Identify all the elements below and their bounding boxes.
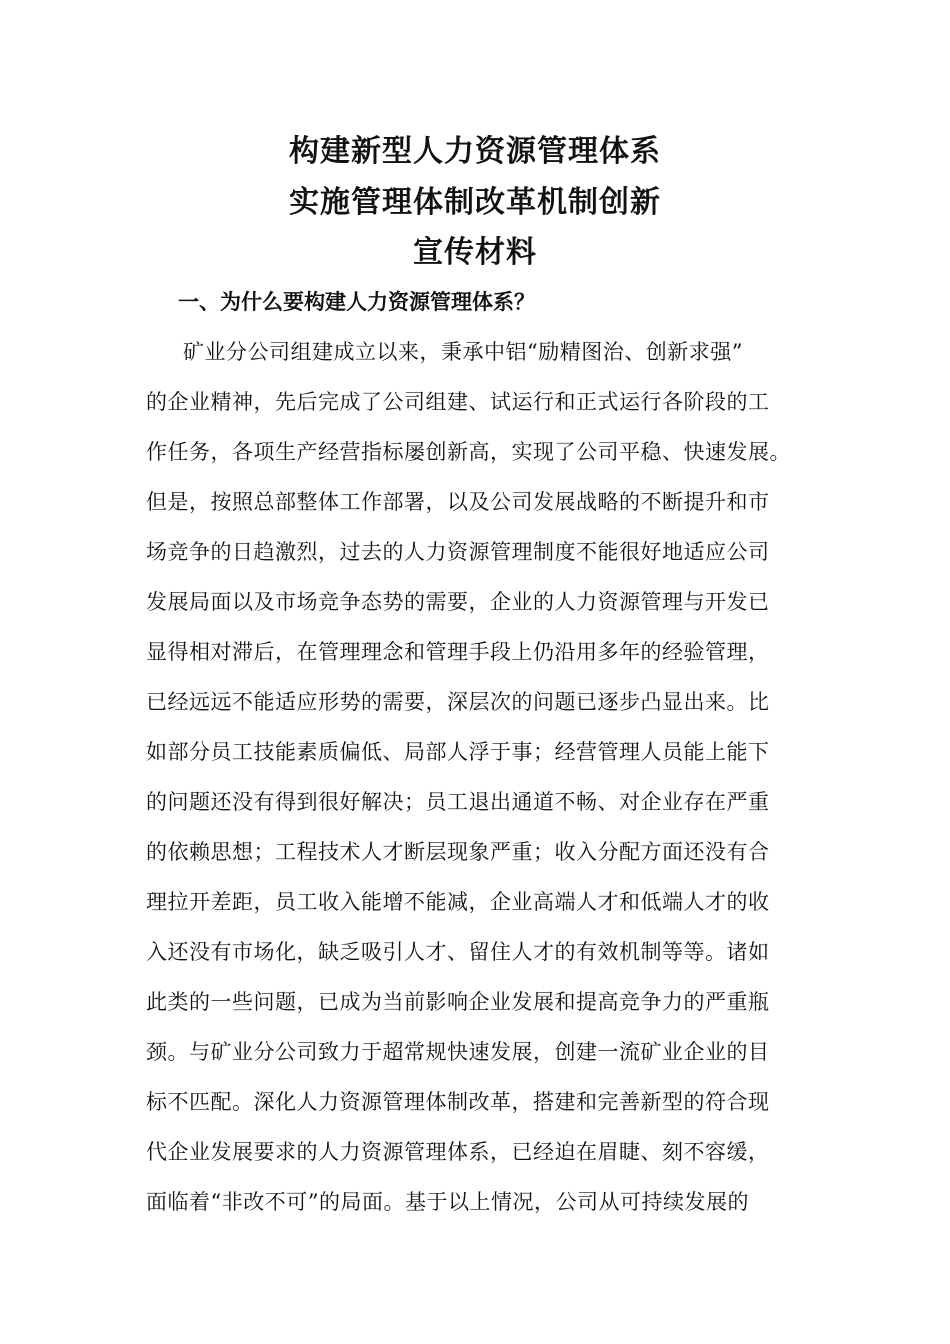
paragraph-line: 标不匹配。深化人力资源管理体制改革，搭建和完善新型的符合现 (146, 1090, 770, 1114)
paragraph-line: 场竞争的日趋激烈，过去的人力资源管理制度不能很好地适应公司 (146, 540, 770, 564)
document-title-line-1: 构建新型人力资源管理体系 (289, 134, 661, 169)
paragraph-line: 的问题还没有得到很好解决；员工退出通道不畅、对企业存在严重 (146, 790, 770, 814)
paragraph-line: 发展局面以及市场竞争态势的需要，企业的人力资源管理与开发已 (146, 590, 770, 614)
paragraph-line: 矿业分公司组建成立以来，秉承中铝“励精图治、创新求强” (183, 340, 743, 364)
paragraph-line: 已经远远不能适应形势的需要，深层次的问题已逐步凸显出来。比 (146, 690, 770, 714)
paragraph-line: 如部分员工技能素质偏低、局部人浮于事；经营管理人员能上能下 (146, 740, 770, 764)
paragraph-line: 的企业精神，先后完成了公司组建、试运行和正式运行各阶段的工 (146, 390, 770, 414)
paragraph-line: 理拉开差距，员工收入能增不能减，企业高端人才和低端人才的收 (146, 890, 770, 914)
document-title-line-3: 宣传材料 (413, 235, 537, 270)
paragraph-line: 入还没有市场化，缺乏吸引人才、留住人才的有效机制等等。诸如 (146, 940, 770, 964)
paragraph-line: 代企业发展要求的人力资源管理体系，已经迫在眉睫、刻不容缓， (146, 1140, 770, 1164)
paragraph-line: 颈。与矿业分公司致力于超常规快速发展，创建一流矿业企业的目 (146, 1040, 770, 1064)
paragraph-line: 面临着“非改不可”的局面。基于以上情况，公司从可持续发展的 (146, 1190, 749, 1214)
paragraph-line: 显得相对滞后，在管理理念和管理手段上仍沿用多年的经验管理， (146, 640, 770, 664)
paragraph-line: 作任务，各项生产经营指标屡创新高，实现了公司平稳、快速发展。 (146, 440, 791, 464)
paragraph-line: 但是，按照总部整体工作部署，以及公司发展战略的不断提升和市 (146, 490, 770, 514)
section-heading: 一、为什么要构建人力资源管理体系？ (178, 290, 535, 314)
paragraph-line: 的依赖思想；工程技术人才断层现象严重；收入分配方面还没有合 (146, 840, 770, 864)
document-title-line-2: 实施管理体制改革机制创新 (289, 185, 661, 220)
paragraph-line: 此类的一些问题，已成为当前影响企业发展和提高竞争力的严重瓶 (146, 990, 770, 1014)
